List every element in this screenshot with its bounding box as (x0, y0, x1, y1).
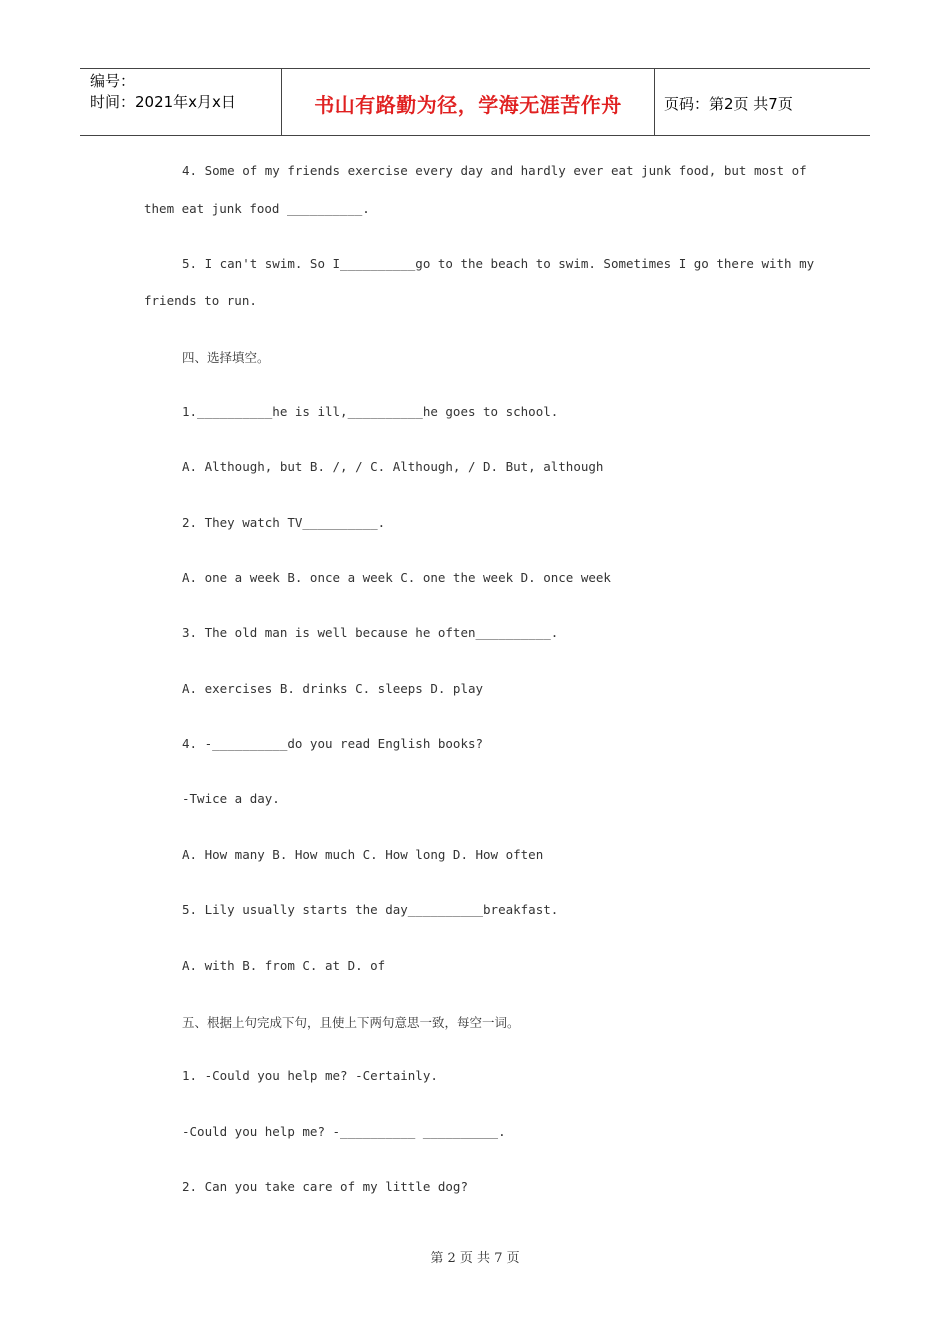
question: 2. Can you take care of my little dog? (182, 1179, 468, 1194)
number-label: 编号： (90, 72, 136, 90)
question: 1.__________he is ill,__________he goes to school. (182, 404, 559, 419)
section-heading: 五、根据上句完成下句，且使上下两句意思一致，每空一词。 (182, 1015, 520, 1030)
page-footer: 第 2 页 共 7 页 (430, 1251, 520, 1266)
answer-options: A. exercises B. drinks C. sleeps D. play (182, 681, 484, 696)
question: -Could you help me? -__________ __________. (182, 1124, 506, 1139)
text-line: 5. I can't swim. So I__________go to the beach to swim. Sometimes I go there with my (182, 256, 815, 271)
question: 1. -Could you help me? -Certainly. (182, 1068, 438, 1083)
question: 3. The old man is well because he often__________. (182, 625, 559, 640)
page-info: 页码：第2页 共7页 (664, 95, 793, 113)
answer-options: A. one a week B. once a week C. one the week D. once week (182, 570, 611, 585)
time-label: 时间：2021年x月x日 (90, 93, 236, 111)
question: 2. They watch TV__________. (182, 515, 386, 530)
question: 4. -__________do you read English books? (182, 736, 484, 751)
section-heading: 四、选择填空。 (182, 350, 270, 365)
dialogue-line: -Twice a day. (182, 791, 280, 806)
header-motto: 书山有路勤为径，学海无涯苦作舟 (314, 93, 622, 117)
answer-options: A. Although, but B. /, / C. Although, / D. But, although (182, 459, 604, 474)
header-meta (90, 71, 236, 113)
text-line: 4. Some of my friends exercise every day and hardly ever eat junk food, but most of (182, 163, 807, 178)
question: 5. Lily usually starts the day__________breakfast. (182, 902, 559, 917)
answer-options: A. with B. from C. at D. of (182, 958, 386, 973)
text-line: them eat junk food __________. (144, 201, 370, 216)
text-line: friends to run. (144, 293, 257, 308)
page-header (80, 68, 870, 136)
header-divider (654, 69, 655, 135)
answer-options: A. How many B. How much C. How long D. How often (182, 847, 544, 862)
